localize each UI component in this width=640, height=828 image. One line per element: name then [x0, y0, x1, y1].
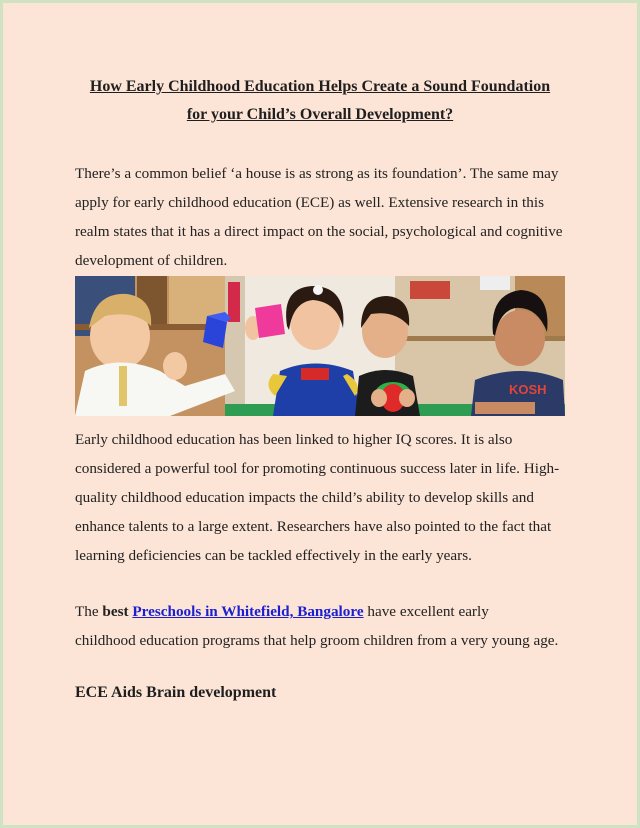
section-heading: ECE Aids Brain development — [75, 684, 277, 701]
body-line: quality childhood education impacts the child’s ability to develop skills and — [75, 489, 534, 506]
intro-line: There’s a common belief ‘a house is as strong as its foundation’. The same may — [75, 165, 559, 182]
preschool-suffix: have excellent early — [363, 603, 489, 620]
body-line: considered a powerful tool for promoting continuous success later in life. High- — [75, 460, 560, 477]
intro-line: development of children. — [75, 252, 228, 269]
body-line: Early childhood education has been linked to higher IQ scores. It is also — [75, 431, 513, 448]
intro-line: realm states that it has a direct impact on the social, psychological and cognitive — [75, 223, 563, 240]
shirt-text: KOSH — [509, 382, 547, 397]
document-title — [3, 73, 637, 129]
preschool-bold-word: best — [102, 603, 129, 620]
preschool-prefix: The — [75, 603, 103, 620]
title-line-2: for your Child’s Overall Development? — [186, 106, 454, 123]
document-page — [3, 3, 637, 825]
intro-paragraph — [75, 159, 567, 275]
body-line: learning deficiencies can be tackled effectively in the early years. — [75, 547, 472, 564]
intro-line: apply for early childhood education (ECE) as well. Extensive research in this — [75, 194, 544, 211]
preschool-paragraph — [75, 597, 567, 655]
body-paragraph — [75, 425, 567, 570]
preschool-line-2: childhood education programs that help groom children from a very young age. — [75, 632, 559, 649]
preschool-line-1 — [75, 597, 567, 626]
body-line: enhance talents to a large extent. Researchers have also pointed to the fact that — [75, 518, 552, 535]
children-classroom-photo — [75, 276, 565, 416]
title-line-1: How Early Childhood Education Helps Create a Sound Foundation — [89, 78, 551, 95]
preschools-whitefield-link[interactable]: Preschools in Whitefield, Bangalore — [132, 603, 364, 620]
